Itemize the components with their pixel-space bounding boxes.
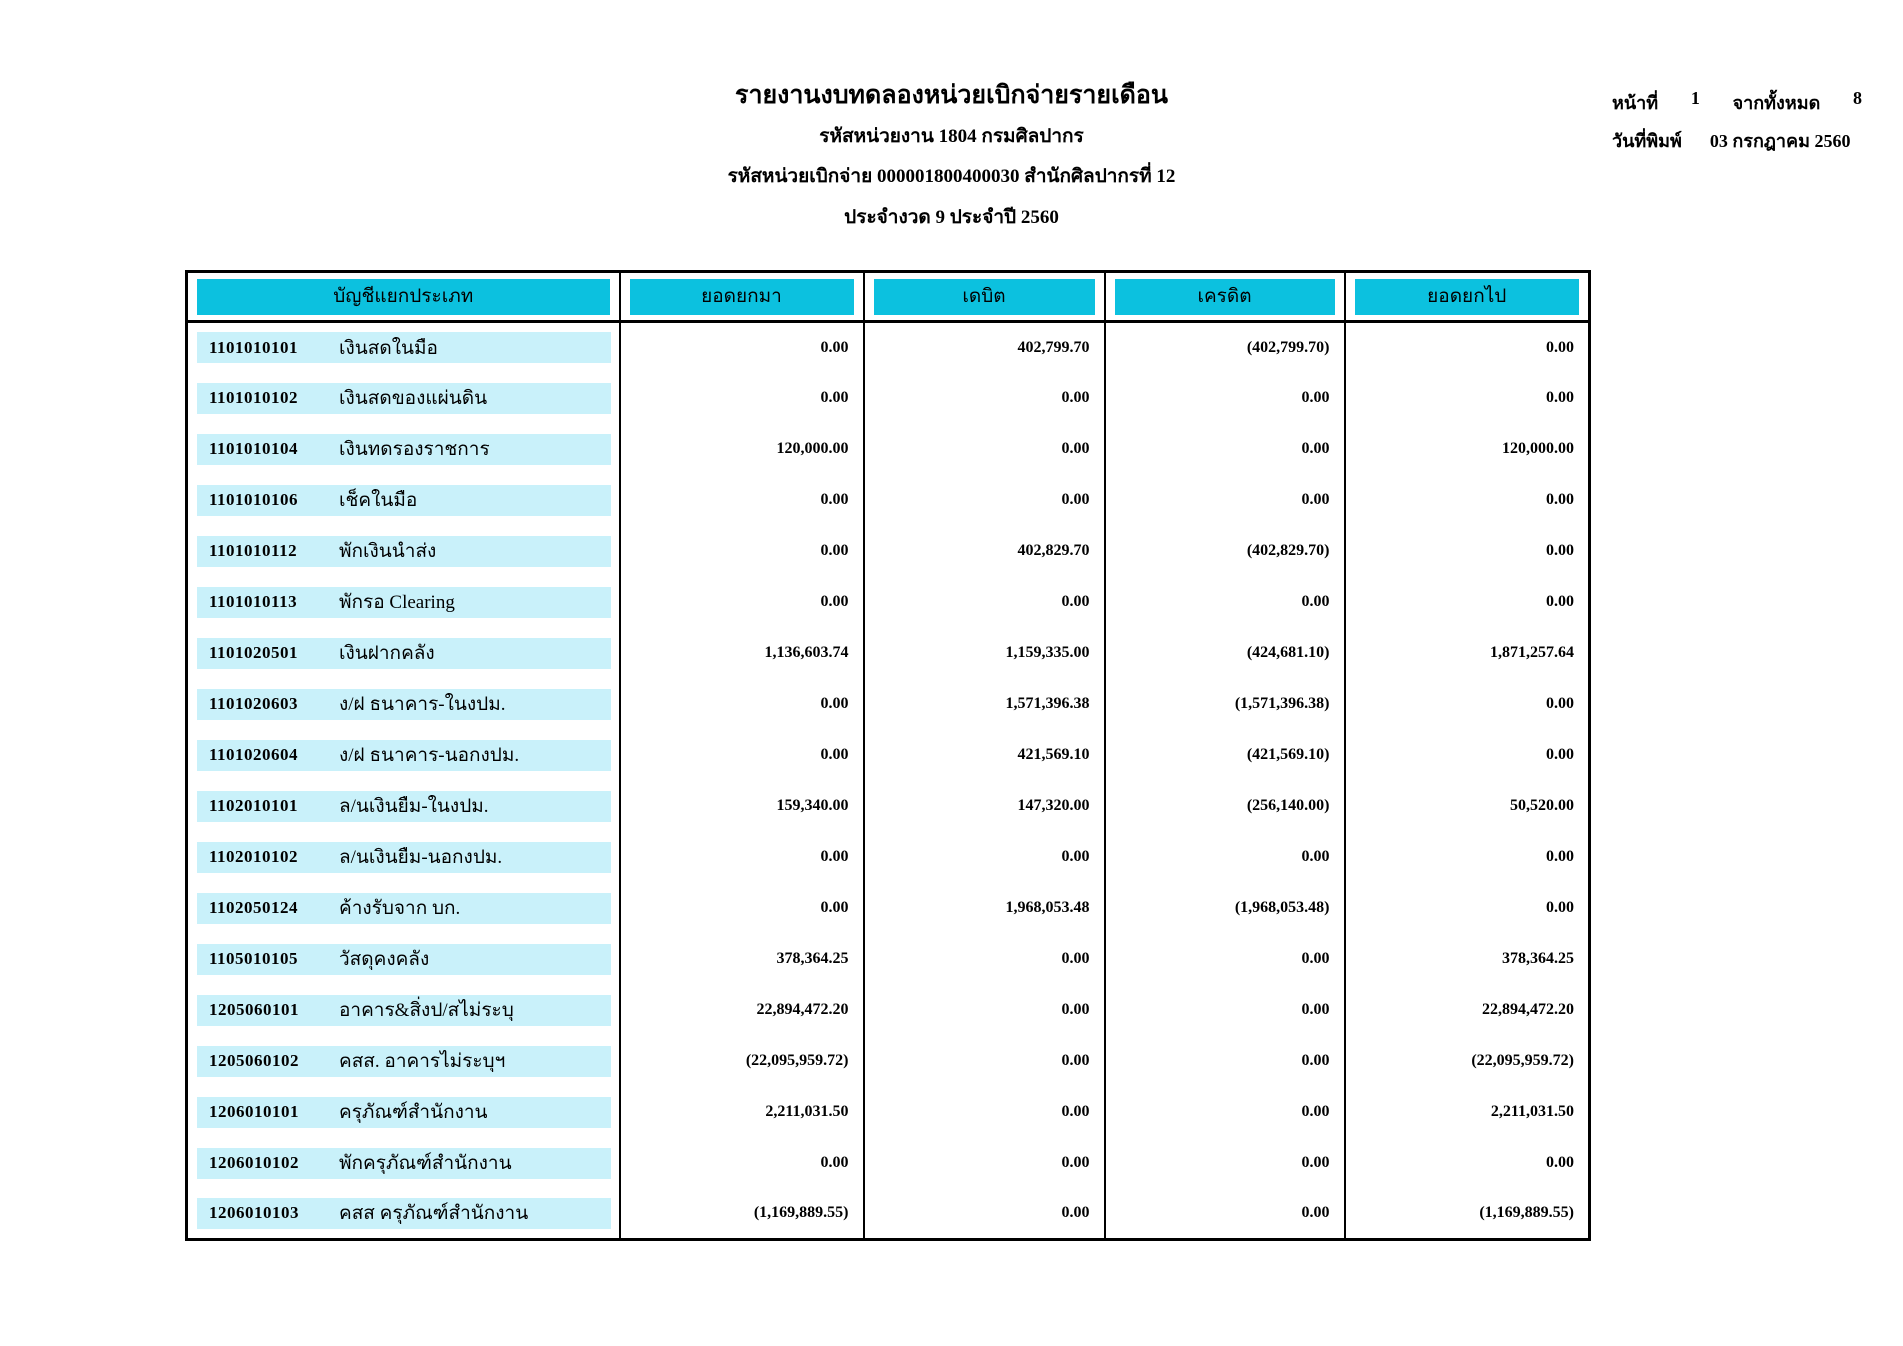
page-info-block (1612, 88, 1862, 164)
carry-forward-amount: (1,169,889.55) (620, 1189, 864, 1240)
account-band (197, 383, 611, 414)
page-label: หน้าที่ (1612, 93, 1659, 113)
account-band (197, 1046, 611, 1077)
credit-amount: (424,681.10) (1105, 628, 1345, 679)
account-cell (187, 832, 620, 883)
credit-amount: 0.00 (1105, 1138, 1345, 1189)
account-cell (187, 1189, 620, 1240)
account-band (197, 1148, 611, 1179)
account-code: 1101020604 (209, 745, 299, 764)
debit-amount: 0.00 (864, 832, 1105, 883)
account-band (197, 587, 611, 618)
account-band (197, 1198, 611, 1229)
account-cell (187, 1138, 620, 1189)
credit-amount: 0.00 (1105, 985, 1345, 1036)
carry-forward-amount: 0.00 (620, 322, 864, 373)
debit-amount: 0.00 (864, 934, 1105, 985)
credit-amount: 0.00 (1105, 1036, 1345, 1087)
balance-amount: 0.00 (1345, 679, 1590, 730)
carry-forward-amount: 159,340.00 (620, 781, 864, 832)
debit-amount: 147,320.00 (864, 781, 1105, 832)
debit-amount: 0.00 (864, 1087, 1105, 1138)
account-name: ค้างรับจาก บก. (339, 898, 461, 919)
debit-amount: 402,799.70 (864, 322, 1105, 373)
credit-amount: (421,569.10) (1105, 730, 1345, 781)
account-band (197, 740, 611, 771)
header-account-label: บัญชีแยกประเภท (197, 279, 610, 315)
account-cell (187, 322, 620, 373)
credit-amount: (1,968,053.48) (1105, 883, 1345, 934)
balance-amount: 378,364.25 (1345, 934, 1590, 985)
credit-amount: 0.00 (1105, 475, 1345, 526)
header-cell-debit (864, 272, 1105, 322)
account-code: 1105010105 (209, 949, 299, 968)
table-row (187, 985, 1590, 1036)
table-row (187, 373, 1590, 424)
account-code: 1206010102 (209, 1153, 299, 1172)
disbursing-unit-line: รหัสหน่วยเบิกจ่าย 000001800400030 สำนักศิลปากรที่ 12 (727, 166, 1176, 188)
table-row (187, 1189, 1590, 1240)
credit-amount: 0.00 (1105, 577, 1345, 628)
account-band (197, 1097, 611, 1128)
header-cell-balance (1345, 272, 1590, 322)
balance-amount: 0.00 (1345, 526, 1590, 577)
balance-amount: 0.00 (1345, 832, 1590, 883)
account-code: 1101010112 (209, 541, 298, 560)
carry-forward-amount: 0.00 (620, 679, 864, 730)
agency-code-line: รหัสหน่วยงาน 1804 กรมศิลปากร (819, 125, 1084, 147)
account-band (197, 944, 611, 975)
header-balance-label: ยอดยกไป (1355, 279, 1580, 315)
account-band (197, 689, 611, 720)
account-band (197, 485, 611, 516)
balance-amount: 22,894,472.20 (1345, 985, 1590, 1036)
carry-forward-amount: 120,000.00 (620, 424, 864, 475)
account-name: ครุภัณฑ์สำนักงาน (339, 1102, 488, 1123)
total-pages: 8 (1853, 88, 1862, 108)
table-row (187, 577, 1590, 628)
account-name: เงินฝากคลัง (339, 643, 435, 664)
table-row (187, 628, 1590, 679)
carry-forward-amount: 1,136,603.74 (620, 628, 864, 679)
account-code: 1206010101 (209, 1102, 299, 1121)
account-code: 1102010101 (209, 796, 299, 815)
balance-amount: 0.00 (1345, 730, 1590, 781)
credit-amount: (1,571,396.38) (1105, 679, 1345, 730)
balance-amount: 0.00 (1345, 322, 1590, 373)
table-row (187, 832, 1590, 883)
balance-amount: (1,169,889.55) (1345, 1189, 1590, 1240)
account-code: 1101010101 (209, 337, 299, 357)
balance-amount: 0.00 (1345, 475, 1590, 526)
account-code: 1101010102 (209, 388, 299, 407)
account-cell (187, 934, 620, 985)
balance-amount: 2,211,031.50 (1345, 1087, 1590, 1138)
account-band (197, 536, 611, 567)
account-cell (187, 628, 620, 679)
credit-amount: 0.00 (1105, 1087, 1345, 1138)
account-name: เงินสดของแผ่นดิน (339, 388, 488, 409)
account-cell (187, 781, 620, 832)
balance-amount: 120,000.00 (1345, 424, 1590, 475)
carry-forward-amount: 0.00 (620, 577, 864, 628)
debit-amount: 0.00 (864, 1189, 1105, 1240)
debit-amount: 0.00 (864, 1036, 1105, 1087)
account-band (197, 893, 611, 924)
account-code: 1101010106 (209, 490, 299, 509)
header-debit-label: เดบิต (874, 279, 1095, 315)
page-number-row (1612, 88, 1862, 117)
header-cell-account (187, 272, 620, 322)
account-name: อาคาร&สิ่งป/สไม่ระบุ (339, 1000, 514, 1021)
account-cell (187, 985, 620, 1036)
debit-amount: 0.00 (864, 985, 1105, 1036)
account-cell (187, 1036, 620, 1087)
account-cell (187, 424, 620, 475)
table-row (187, 475, 1590, 526)
account-name: วัสดุคงคลัง (339, 949, 430, 970)
balance-amount: 0.00 (1345, 883, 1590, 934)
carry-forward-amount: 0.00 (620, 883, 864, 934)
account-name: คสส. อาคารไม่ระบุฯ (339, 1051, 506, 1072)
print-date: 03 กรกฎาคม 2560 (1709, 131, 1851, 151)
account-name: เงินสดในมือ (339, 337, 438, 359)
table-row (187, 526, 1590, 577)
account-cell (187, 373, 620, 424)
account-name: พักครุภัณฑ์สำนักงาน (339, 1153, 512, 1174)
carry-forward-amount: (22,095,959.72) (620, 1036, 864, 1087)
account-band (197, 791, 611, 822)
trial-balance-table (185, 270, 1591, 1241)
account-code: 1206010103 (209, 1203, 299, 1223)
total-pages-label: จากทั้งหมด (1732, 93, 1821, 113)
account-cell (187, 526, 620, 577)
account-band (197, 434, 611, 465)
account-code: 1205060101 (209, 1000, 299, 1019)
period-line: ประจำงวด 9 ประจำปี 2560 (844, 206, 1059, 228)
account-code: 1102010102 (209, 847, 299, 866)
table-row (187, 322, 1590, 373)
table-body (187, 322, 1590, 1240)
credit-amount: (256,140.00) (1105, 781, 1345, 832)
table-row (187, 730, 1590, 781)
credit-amount: 0.00 (1105, 1189, 1345, 1240)
debit-amount: 0.00 (864, 1138, 1105, 1189)
account-band (197, 332, 611, 363)
table-row (187, 1087, 1590, 1138)
table-header (187, 272, 1590, 322)
debit-amount: 1,159,335.00 (864, 628, 1105, 679)
account-name: คสส ครุภัณฑ์สำนักงาน (339, 1203, 529, 1225)
debit-amount: 1,571,396.38 (864, 679, 1105, 730)
table-row (187, 1138, 1590, 1189)
debit-amount: 0.00 (864, 475, 1105, 526)
carry-forward-amount: 22,894,472.20 (620, 985, 864, 1036)
account-cell (187, 475, 620, 526)
credit-amount: 0.00 (1105, 934, 1345, 985)
account-name: ล/นเงินยืม-นอกงปม. (339, 847, 503, 868)
balance-amount: 0.00 (1345, 1138, 1590, 1189)
account-name: ง/ฝ ธนาคาร-นอกงปม. (339, 745, 520, 766)
account-name: พักเงินนำส่ง (339, 541, 437, 562)
account-name: ง/ฝ ธนาคาร-ในงปม. (339, 694, 506, 715)
account-code: 1205060102 (209, 1051, 299, 1070)
balance-amount: 1,871,257.64 (1345, 628, 1590, 679)
debit-amount: 0.00 (864, 373, 1105, 424)
report-title: รายงานงบทดลองหน่วยเบิกจ่ายรายเดือน (735, 82, 1168, 109)
carry-forward-amount: 0.00 (620, 475, 864, 526)
account-code: 1101010113 (209, 592, 298, 611)
carry-forward-amount: 2,211,031.50 (620, 1087, 864, 1138)
debit-amount: 1,968,053.48 (864, 883, 1105, 934)
account-band (197, 995, 611, 1026)
debit-amount: 402,829.70 (864, 526, 1105, 577)
balance-amount: 50,520.00 (1345, 781, 1590, 832)
account-cell (187, 883, 620, 934)
account-name: เงินทดรองราชการ (339, 439, 490, 460)
credit-amount: (402,799.70) (1105, 322, 1345, 373)
print-date-label: วันที่พิมพ์ (1612, 131, 1682, 151)
credit-amount: 0.00 (1105, 373, 1345, 424)
header-cell-credit (1105, 272, 1345, 322)
carry-forward-amount: 378,364.25 (620, 934, 864, 985)
carry-forward-amount: 0.00 (620, 730, 864, 781)
carry-forward-amount: 0.00 (620, 1138, 864, 1189)
debit-amount: 421,569.10 (864, 730, 1105, 781)
account-cell (187, 1087, 620, 1138)
credit-amount: 0.00 (1105, 424, 1345, 475)
credit-amount: 0.00 (1105, 832, 1345, 883)
debit-amount: 0.00 (864, 577, 1105, 628)
account-code: 1101010104 (209, 439, 299, 458)
debit-amount: 0.00 (864, 424, 1105, 475)
credit-amount: (402,829.70) (1105, 526, 1345, 577)
header-carry-forward-label: ยอดยกมา (630, 279, 854, 315)
account-name: พักรอ Clearing (339, 592, 455, 613)
print-date-row (1612, 126, 1862, 155)
account-name: ล/นเงินยืม-ในงปม. (339, 796, 489, 817)
carry-forward-amount: 0.00 (620, 373, 864, 424)
table-row (187, 679, 1590, 730)
page-number: 1 (1690, 88, 1700, 108)
balance-amount: (22,095,959.72) (1345, 1036, 1590, 1087)
balance-amount: 0.00 (1345, 373, 1590, 424)
balance-amount: 0.00 (1345, 577, 1590, 628)
account-cell (187, 730, 620, 781)
account-code: 1101020501 (209, 643, 299, 662)
table-row (187, 1036, 1590, 1087)
account-code: 1101020603 (209, 694, 299, 713)
table-row (187, 934, 1590, 985)
account-code: 1102050124 (209, 898, 299, 917)
table-row (187, 883, 1590, 934)
account-name: เช็คในมือ (339, 490, 418, 511)
carry-forward-amount: 0.00 (620, 832, 864, 883)
carry-forward-amount: 0.00 (620, 526, 864, 577)
account-band (197, 842, 611, 873)
table-row (187, 781, 1590, 832)
account-cell (187, 577, 620, 628)
header-cell-carry-forward (620, 272, 864, 322)
table-row (187, 424, 1590, 475)
account-cell (187, 679, 620, 730)
account-band (197, 638, 611, 669)
header-credit-label: เครดิต (1115, 279, 1335, 315)
